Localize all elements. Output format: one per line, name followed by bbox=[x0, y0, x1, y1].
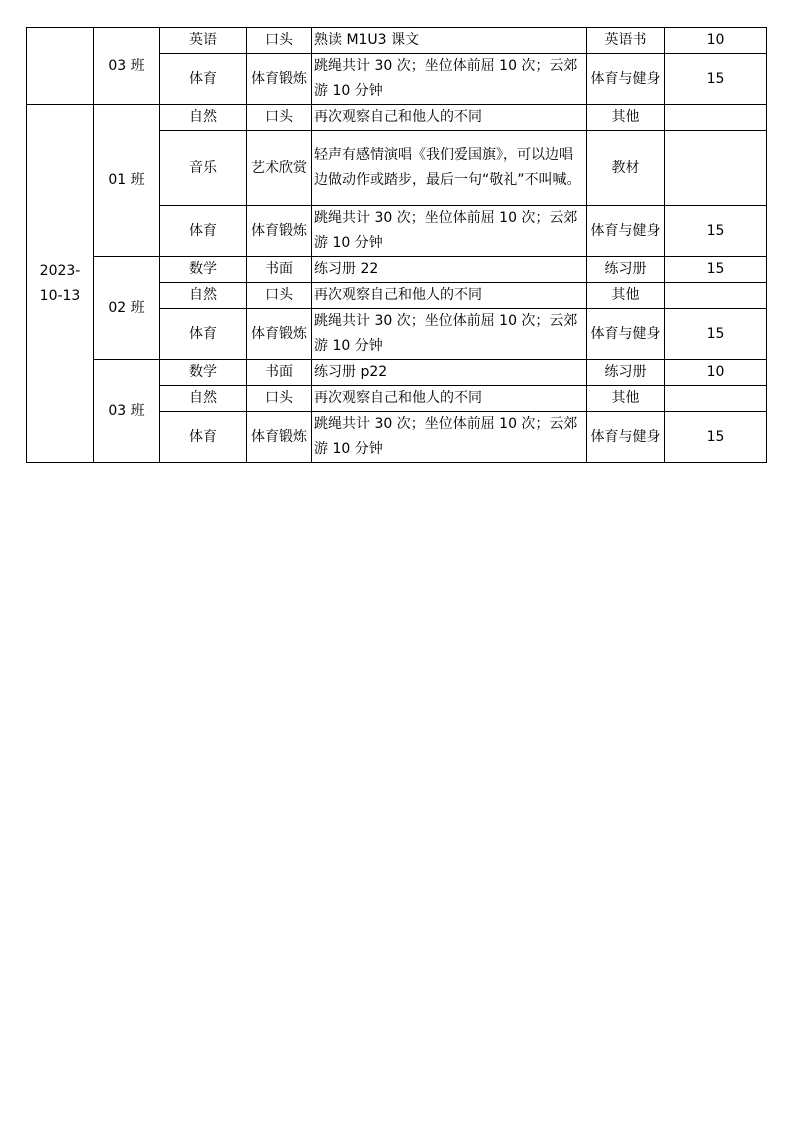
minutes-cell: 15 bbox=[665, 257, 767, 283]
minutes-cell: 10 bbox=[665, 360, 767, 386]
subject-cell: 体育 bbox=[160, 206, 247, 257]
material-cell: 体育与健身 bbox=[587, 309, 665, 360]
material-cell: 练习册 bbox=[587, 257, 665, 283]
table-row bbox=[27, 28, 767, 54]
material-cell: 英语书 bbox=[587, 28, 665, 54]
minutes-cell: 15 bbox=[665, 309, 767, 360]
content-cell: 熟读 M1U3 课文 bbox=[312, 28, 587, 54]
date-cell: 2023-10-13 bbox=[27, 105, 94, 463]
type-cell: 书面 bbox=[247, 257, 312, 283]
type-cell: 体育锻炼 bbox=[247, 309, 312, 360]
material-cell: 体育与健身 bbox=[587, 206, 665, 257]
minutes-cell: 10 bbox=[665, 28, 767, 54]
subject-cell: 音乐 bbox=[160, 131, 247, 206]
minutes-cell bbox=[665, 386, 767, 412]
class-cell: 03 班 bbox=[94, 360, 160, 463]
content-cell: 练习册 22 bbox=[312, 257, 587, 283]
subject-cell: 体育 bbox=[160, 54, 247, 105]
class-cell: 01 班 bbox=[94, 105, 160, 257]
minutes-cell bbox=[665, 105, 767, 131]
type-cell: 体育锻炼 bbox=[247, 54, 312, 105]
material-cell: 练习册 bbox=[587, 360, 665, 386]
class-cell: 02 班 bbox=[94, 257, 160, 360]
type-cell: 艺术欣赏 bbox=[247, 131, 312, 206]
type-cell: 口头 bbox=[247, 105, 312, 131]
content-cell: 再次观察自己和他人的不同 bbox=[312, 386, 587, 412]
table-row bbox=[27, 257, 767, 283]
material-cell: 体育与健身 bbox=[587, 54, 665, 105]
content-cell: 轻声有感情演唱《我们爱国旗》，可以边唱边做动作或踏步，最后一句“敬礼”不叫喊。 bbox=[312, 131, 587, 206]
material-cell: 体育与健身 bbox=[587, 412, 665, 463]
type-cell: 口头 bbox=[247, 386, 312, 412]
content-cell: 跳绳共计 30 次；坐位体前屈 10 次；云郊游 10 分钟 bbox=[312, 309, 587, 360]
subject-cell: 数学 bbox=[160, 257, 247, 283]
subject-cell: 自然 bbox=[160, 283, 247, 309]
material-cell: 其他 bbox=[587, 283, 665, 309]
minutes-cell bbox=[665, 131, 767, 206]
table-row bbox=[27, 360, 767, 386]
content-cell: 跳绳共计 30 次；坐位体前屈 10 次；云郊游 10 分钟 bbox=[312, 54, 587, 105]
content-cell: 再次观察自己和他人的不同 bbox=[312, 283, 587, 309]
minutes-cell: 15 bbox=[665, 54, 767, 105]
material-cell: 其他 bbox=[587, 105, 665, 131]
content-cell: 练习册 p22 bbox=[312, 360, 587, 386]
minutes-cell: 15 bbox=[665, 206, 767, 257]
material-cell: 教材 bbox=[587, 131, 665, 206]
subject-cell: 英语 bbox=[160, 28, 247, 54]
table-row bbox=[27, 105, 767, 131]
type-cell: 体育锻炼 bbox=[247, 206, 312, 257]
type-cell: 体育锻炼 bbox=[247, 412, 312, 463]
date-cell-empty bbox=[27, 28, 94, 105]
minutes-cell: 15 bbox=[665, 412, 767, 463]
content-cell: 再次观察自己和他人的不同 bbox=[312, 105, 587, 131]
type-cell: 口头 bbox=[247, 28, 312, 54]
subject-cell: 自然 bbox=[160, 105, 247, 131]
content-cell: 跳绳共计 30 次；坐位体前屈 10 次；云郊游 10 分钟 bbox=[312, 206, 587, 257]
subject-cell: 数学 bbox=[160, 360, 247, 386]
subject-cell: 体育 bbox=[160, 412, 247, 463]
class-cell: 03 班 bbox=[94, 28, 160, 105]
subject-cell: 体育 bbox=[160, 309, 247, 360]
subject-cell: 自然 bbox=[160, 386, 247, 412]
content-cell: 跳绳共计 30 次；坐位体前屈 10 次；云郊游 10 分钟 bbox=[312, 412, 587, 463]
minutes-cell bbox=[665, 283, 767, 309]
type-cell: 书面 bbox=[247, 360, 312, 386]
material-cell: 其他 bbox=[587, 386, 665, 412]
type-cell: 口头 bbox=[247, 283, 312, 309]
homework-table bbox=[26, 27, 767, 463]
